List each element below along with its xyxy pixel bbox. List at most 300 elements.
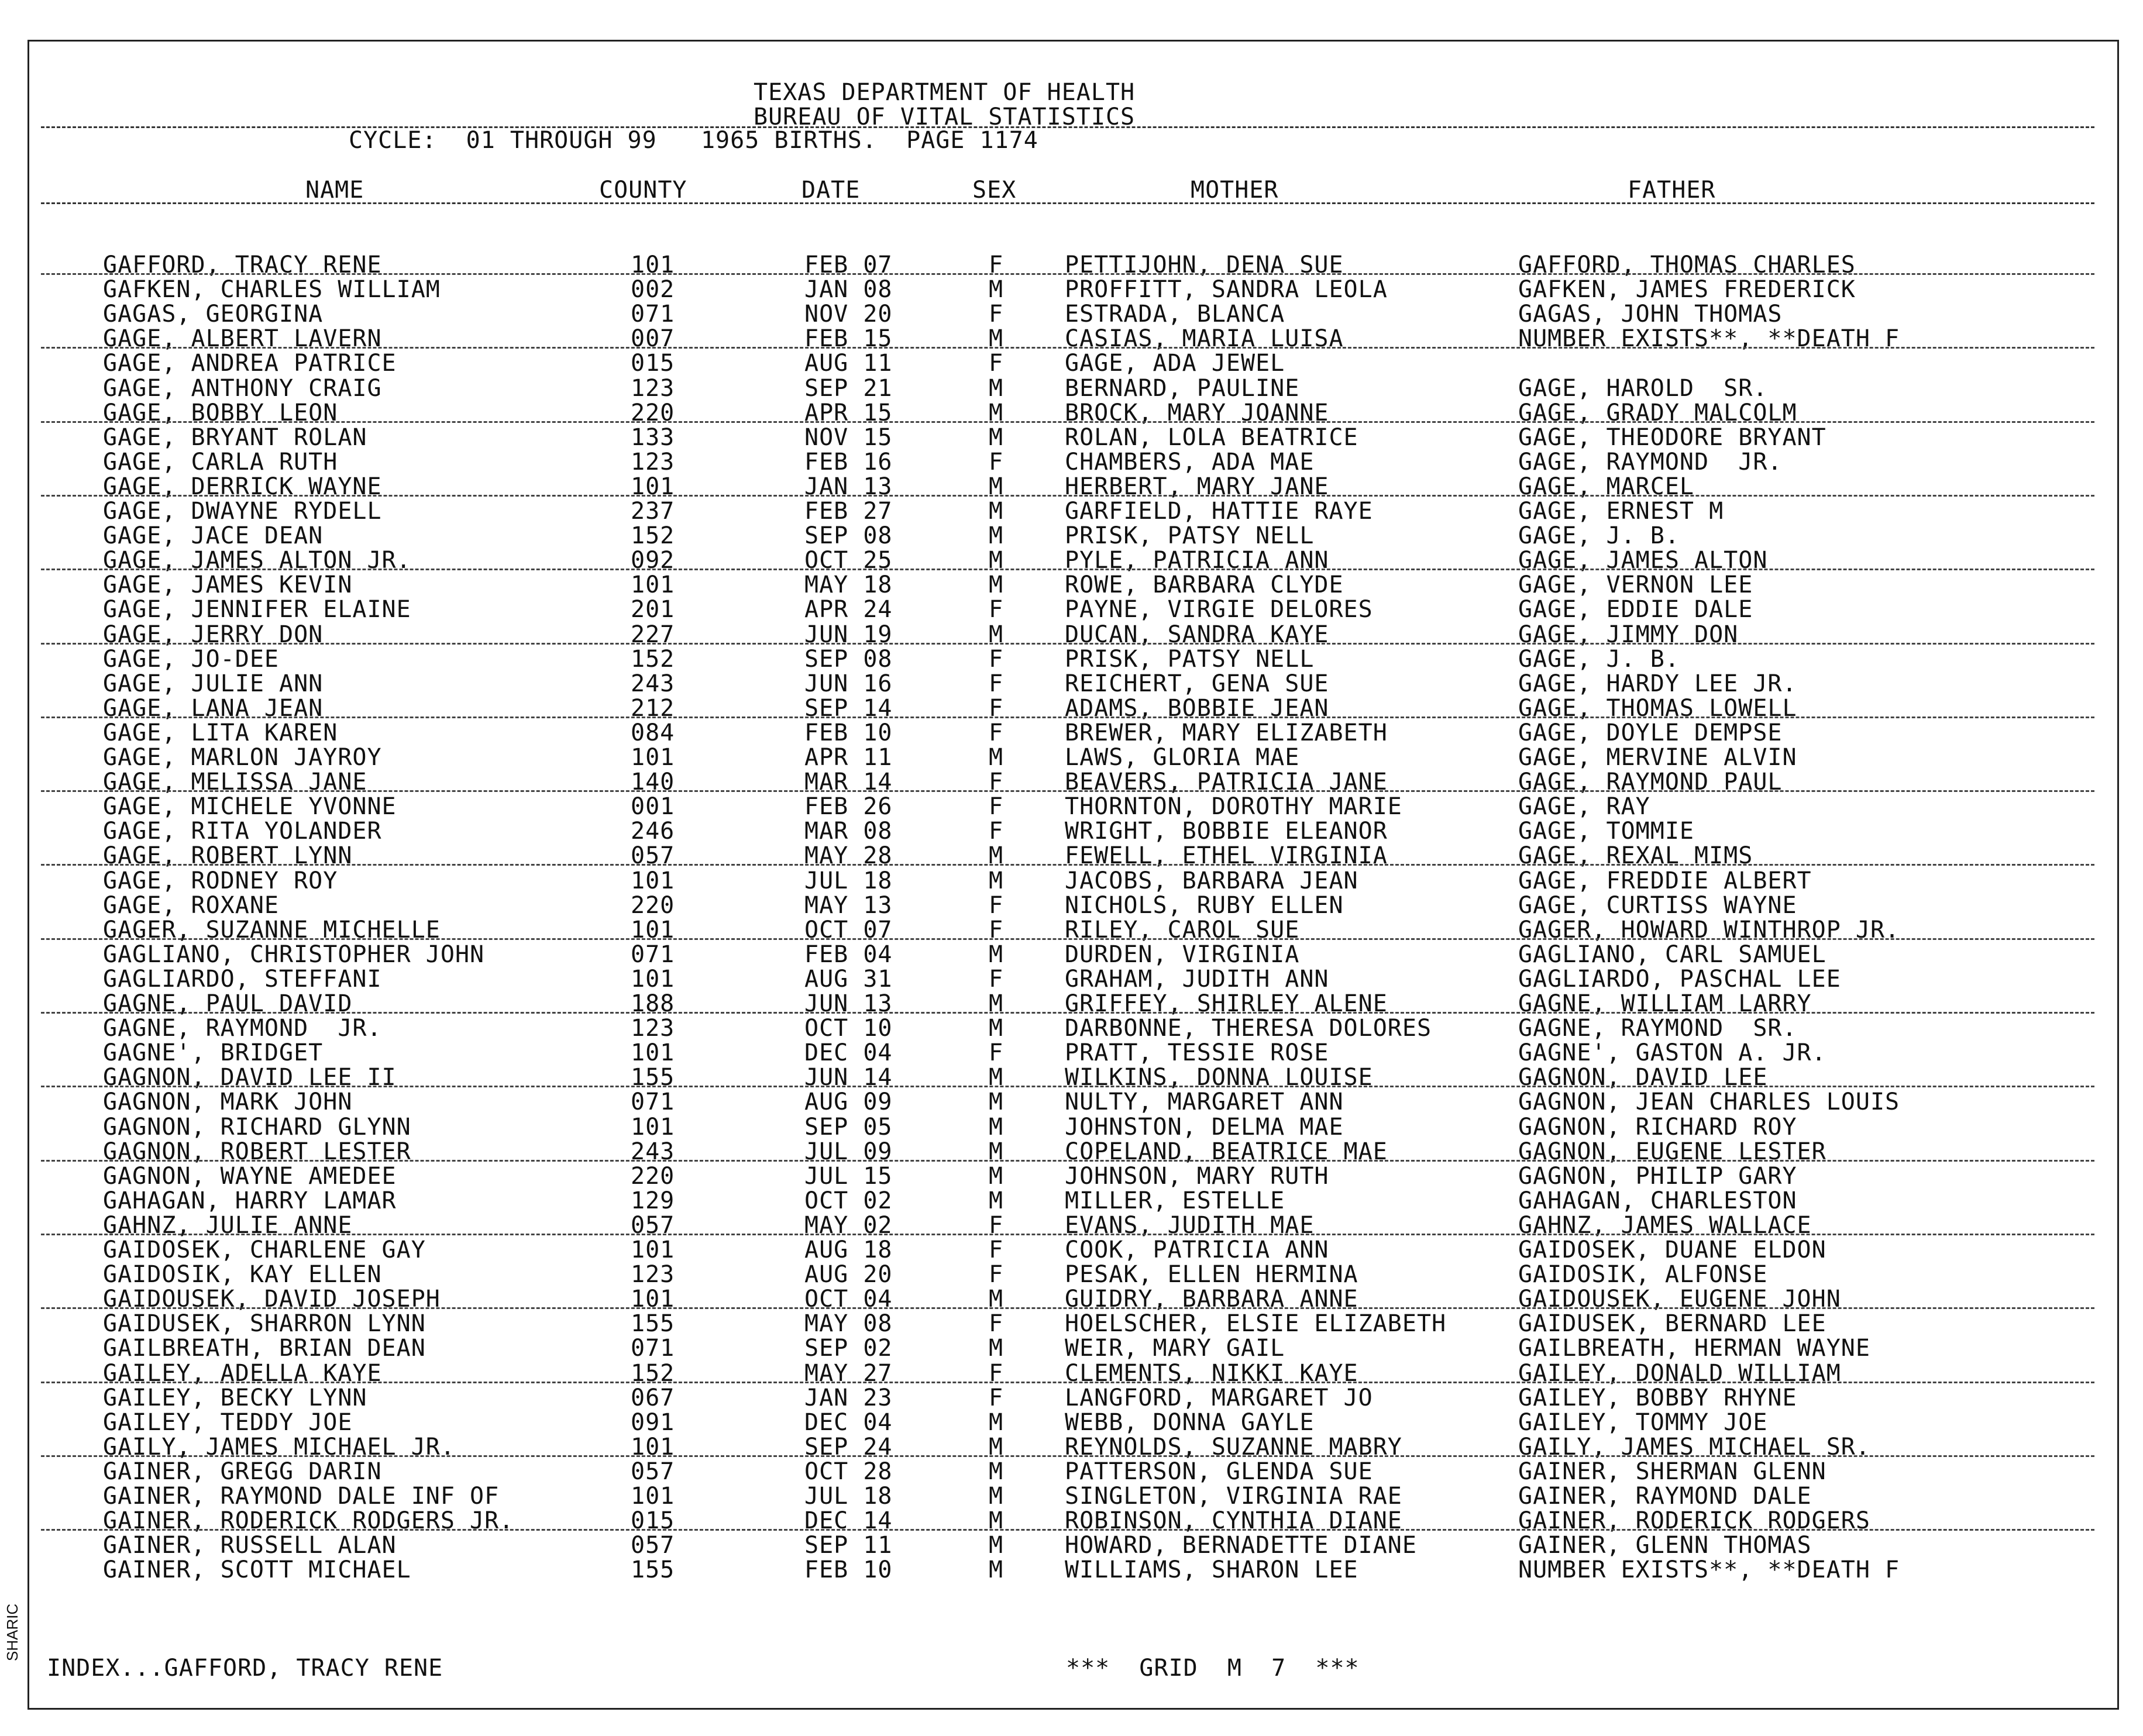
record-mother: WILLIAMS, SHARON LEE (1065, 1556, 1358, 1584)
record-date: MAY 13 (804, 891, 893, 919)
table-row (0, 374, 2143, 402)
table-row (0, 352, 2143, 376)
record-father: GAGNON, JEAN CHARLES LOUIS (1518, 1089, 1900, 1116)
record-mother: JOHNSON, MARY RUTH (1065, 1162, 1329, 1190)
table-row (0, 623, 2143, 647)
record-mother: BEAVERS, PATRICIA JANE (1065, 769, 1388, 796)
record-mother: PATTERSON, GLENDA SUE (1065, 1458, 1373, 1485)
record-name: GAGE, RITA YOLANDER (103, 818, 382, 845)
record-father: GAINER, RAYMOND DALE (1518, 1483, 1812, 1510)
record-county: 001 (631, 793, 675, 821)
record-mother: PAYNE, VIRGIE DELORES (1065, 596, 1373, 624)
record-county: 101 (631, 1039, 675, 1067)
record-sex: M (989, 1113, 1004, 1141)
record-sex: M (989, 1408, 1004, 1436)
table-row (0, 943, 2143, 967)
footer-grid: *** GRID M 7 *** (1066, 1655, 1360, 1682)
row-divider (41, 717, 2094, 718)
row-divider (41, 864, 2094, 866)
record-father: GAILEY, BOBBY RHYNE (1518, 1384, 1797, 1411)
record-name: GAGLIANO, CHRISTOPHER JOHN (103, 941, 485, 968)
record-name: GAGE, RODNEY ROY (103, 867, 338, 894)
table-row (0, 1359, 2143, 1387)
record-father: NUMBER EXISTS**, **DEATH F (1518, 1556, 1900, 1584)
record-county: 101 (631, 1433, 675, 1461)
record-sex: M (989, 842, 1004, 870)
record-mother: MILLER, ESTELLE (1065, 1187, 1285, 1214)
header-bureau: BUREAU OF VITAL STATISTICS (754, 104, 1136, 130)
record-name: GAGE, ALBERT LAVERN (103, 325, 382, 353)
record-sex: M (989, 1162, 1004, 1190)
table-row (0, 1189, 2143, 1214)
record-name: GAGE, ANDREA PATRICE (103, 350, 397, 377)
record-name: GAINER, RODERICK RODGERS JR. (103, 1507, 514, 1535)
table-row (0, 844, 2143, 869)
row-divider (41, 1086, 2094, 1087)
record-name: GAGE, ANTHONY CRAIG (103, 374, 382, 402)
table-row (0, 721, 2143, 746)
record-county: 057 (631, 842, 675, 870)
record-county: 123 (631, 448, 675, 476)
record-father: GAGE, TOMMIE (1518, 818, 1694, 845)
record-father: GAGNE, WILLIAM LARRY (1518, 990, 1812, 1017)
record-date: JUN 13 (804, 990, 893, 1017)
record-father: GAGNE, RAYMOND SR. (1518, 1015, 1797, 1042)
record-county: 220 (631, 891, 675, 919)
record-county: 071 (631, 301, 675, 328)
record-name: GAGNON, MARK JOHN (103, 1089, 353, 1116)
record-name: GAGE, JERRY DON (103, 621, 324, 648)
record-county: 007 (631, 325, 675, 353)
record-county: 140 (631, 769, 675, 796)
record-date: FEB 16 (804, 448, 893, 476)
record-mother: BERNARD, PAULINE (1065, 374, 1300, 402)
record-name: GAFFORD, TRACY RENE (103, 252, 382, 278)
table-row (0, 549, 2143, 573)
record-sex: M (989, 399, 1004, 426)
record-name: GAGE, MELISSA JANE (103, 769, 367, 796)
record-father: GAINER, RODERICK RODGERS (1518, 1507, 1870, 1535)
record-father: GAIDOSEK, DUANE ELDON (1518, 1236, 1826, 1263)
record-county: 067 (631, 1384, 675, 1411)
table-row (0, 1408, 2143, 1436)
record-father: GAGE, RAYMOND PAUL (1518, 769, 1783, 796)
row-divider (41, 347, 2094, 349)
record-date: AUG 09 (804, 1089, 893, 1116)
record-father: GAGE, JAMES ALTON (1518, 547, 1768, 574)
record-mother: JOHNSTON, DELMA MAE (1065, 1113, 1344, 1141)
record-father: GAHAGAN, CHARLESTON (1518, 1187, 1797, 1214)
table-row (0, 795, 2143, 819)
record-date: AUG 20 (804, 1261, 893, 1289)
record-date: JUN 19 (804, 621, 893, 648)
record-mother: HOWARD, BERNADETTE DIANE (1065, 1532, 1417, 1559)
table-row (0, 1017, 2143, 1041)
table-row (0, 647, 2143, 672)
record-name: GAINER, SCOTT MICHAEL (103, 1556, 411, 1584)
record-name: GAGER, SUZANNE MICHELLE (103, 916, 441, 943)
record-date: MAY 18 (804, 571, 893, 599)
column-header-mother: MOTHER (1191, 177, 1279, 204)
record-county: 071 (631, 1335, 675, 1362)
table-row (0, 1460, 2143, 1484)
record-date: SEP 02 (804, 1335, 893, 1362)
record-father: GAGE, CURTISS WAYNE (1518, 891, 1797, 919)
record-county: 057 (631, 1532, 675, 1559)
table-row (0, 1211, 2143, 1239)
table-row (0, 1090, 2143, 1115)
record-sex: M (989, 374, 1004, 402)
table-row (0, 1484, 2143, 1509)
record-date: OCT 02 (804, 1187, 893, 1214)
record-date: FEB 10 (804, 719, 893, 746)
record-mother: PROFFITT, SANDRA LEOLA (1065, 276, 1388, 304)
record-father: NUMBER EXISTS**, **DEATH F (1518, 325, 1900, 353)
record-sex: M (989, 1286, 1004, 1313)
record-date: MAY 27 (804, 1359, 893, 1387)
record-sex: F (989, 1211, 1004, 1239)
record-county: 246 (631, 818, 675, 845)
record-date: JAN 23 (804, 1384, 893, 1411)
table-row (0, 891, 2143, 919)
table-row (0, 327, 2143, 352)
table-row (0, 1140, 2143, 1165)
record-mother: ROLAN, LOLA BEATRICE (1065, 423, 1358, 451)
row-divider (41, 790, 2094, 792)
record-county: 101 (631, 1286, 675, 1313)
record-date: MAY 02 (804, 1211, 893, 1239)
record-mother: PRISK, PATSY NELL (1065, 645, 1315, 673)
record-mother: JACOBS, BARBARA JEAN (1065, 867, 1358, 894)
record-sex: F (989, 1236, 1004, 1263)
record-date: MAR 08 (804, 818, 893, 845)
record-sex: M (989, 1556, 1004, 1584)
record-mother: ESTRADA, BLANCA (1065, 301, 1285, 328)
record-name: GAGE, JULIE ANN (103, 670, 324, 697)
record-name: GAGE, MARLON JAYROY (103, 744, 382, 771)
record-sex: M (989, 1089, 1004, 1116)
record-date: FEB 07 (804, 252, 893, 278)
record-mother: GRAHAM, JUDITH ANN (1065, 965, 1329, 993)
record-sex: M (989, 276, 1004, 304)
record-mother: ADAMS, BOBBIE JEAN (1065, 694, 1329, 722)
record-county: 123 (631, 1261, 675, 1289)
record-county: 101 (631, 744, 675, 771)
row-divider (41, 1012, 2094, 1014)
record-date: JAN 13 (804, 473, 893, 500)
table-row (0, 1287, 2143, 1312)
record-date: JUN 16 (804, 670, 893, 697)
record-sex: F (989, 719, 1004, 746)
record-county: 084 (631, 719, 675, 746)
record-mother: LAWS, GLORIA MAE (1065, 744, 1300, 771)
record-mother: DURDEN, VIRGINIA (1065, 941, 1300, 968)
record-name: GAGE, DERRICK WAYNE (103, 473, 382, 500)
record-father: GAGE, EDDIE DALE (1518, 596, 1753, 624)
record-father: GAHNZ, JAMES WALLACE (1518, 1211, 1812, 1239)
record-county: 057 (631, 1458, 675, 1485)
record-mother: CLEMENTS, NIKKI KAYE (1065, 1359, 1358, 1387)
record-mother: FEWELL, ETHEL VIRGINIA (1065, 842, 1388, 870)
table-row (0, 1115, 2143, 1140)
record-father: GAGNON, RICHARD ROY (1518, 1113, 1797, 1141)
record-date: SEP 24 (804, 1433, 893, 1461)
column-header-date: DATE (802, 177, 861, 204)
row-divider (41, 273, 2094, 275)
record-name: GAGAS, GEORGINA (103, 301, 324, 328)
row-divider (41, 421, 2094, 423)
record-county: 129 (631, 1187, 675, 1214)
record-name: GAILEY, BECKY LYNN (103, 1384, 367, 1411)
record-name: GAILY, JAMES MICHAEL JR. (103, 1433, 455, 1461)
record-father: GAIDOSIK, ALFONSE (1518, 1261, 1768, 1289)
record-mother: COPELAND, BEATRICE MAE (1065, 1138, 1388, 1165)
record-name: GAGE, CARLA RUTH (103, 448, 338, 476)
table-row (0, 1162, 2143, 1190)
record-sex: F (989, 769, 1004, 796)
record-father: GAFFORD, THOMAS CHARLES (1518, 252, 1856, 278)
record-date: AUG 31 (804, 965, 893, 993)
record-date: FEB 27 (804, 498, 893, 525)
record-father: GAILY, JAMES MICHAEL SR. (1518, 1433, 1870, 1461)
record-father: GAGE, J. B. (1518, 645, 1680, 673)
record-father: GAILBREATH, HERMAN WAYNE (1518, 1335, 1870, 1362)
record-father: GAINER, SHERMAN GLENN (1518, 1458, 1826, 1485)
column-header-divider (41, 202, 2094, 204)
record-mother: ROWE, BARBARA CLYDE (1065, 571, 1344, 599)
row-divider (41, 643, 2094, 645)
record-date: SEP 11 (804, 1532, 893, 1559)
record-county: 152 (631, 645, 675, 673)
record-county: 101 (631, 867, 675, 894)
table-row (0, 1558, 2143, 1583)
record-sex: M (989, 1458, 1004, 1485)
table-row (0, 423, 2143, 451)
record-mother: PRATT, TESSIE ROSE (1065, 1039, 1329, 1067)
table-row (0, 1066, 2143, 1090)
record-mother: ROBINSON, CYNTHIA DIANE (1065, 1507, 1402, 1535)
table-row (0, 967, 2143, 992)
record-date: MAR 14 (804, 769, 893, 796)
record-mother: RILEY, CAROL SUE (1065, 916, 1300, 943)
record-name: GAILBREATH, BRIAN DEAN (103, 1335, 426, 1362)
record-father: GAGE, JIMMY DON (1518, 621, 1739, 648)
record-mother: REYNOLDS, SUZANNE MABRY (1065, 1433, 1402, 1461)
record-mother: WEBB, DONNA GAYLE (1065, 1408, 1315, 1436)
record-sex: M (989, 1433, 1004, 1461)
column-header-county: COUNTY (599, 177, 687, 204)
record-sex: F (989, 916, 1004, 943)
record-name: GAGE, ROXANE (103, 891, 279, 919)
record-date: SEP 14 (804, 694, 893, 722)
table-row (0, 450, 2143, 475)
record-county: 155 (631, 1556, 675, 1584)
record-county: 201 (631, 596, 675, 624)
record-date: AUG 11 (804, 350, 893, 377)
record-date: FEB 10 (804, 1556, 893, 1584)
record-father: GAGE, RAYMOND JR. (1518, 448, 1783, 476)
record-father: GAGE, RAY (1518, 793, 1650, 821)
record-mother: WRIGHT, BOBBIE ELEANOR (1065, 818, 1388, 845)
record-sex: M (989, 1507, 1004, 1535)
record-date: JAN 08 (804, 276, 893, 304)
record-mother: NICHOLS, RUBY ELLEN (1065, 891, 1344, 919)
record-sex: M (989, 547, 1004, 574)
record-county: 152 (631, 1359, 675, 1387)
record-name: GAGE, MICHELE YVONNE (103, 793, 397, 821)
record-sex: F (989, 1261, 1004, 1289)
record-name: GAGNON, DAVID LEE II (103, 1064, 397, 1091)
record-county: 237 (631, 498, 675, 525)
record-sex: F (989, 350, 1004, 377)
record-father: GAGNE', GASTON A. JR. (1518, 1039, 1826, 1067)
record-county: 071 (631, 1089, 675, 1116)
record-date: NOV 20 (804, 301, 893, 328)
record-name: GAIDOUSEK, DAVID JOSEPH (103, 1286, 441, 1313)
table-row (0, 770, 2143, 795)
record-sex: M (989, 990, 1004, 1017)
header-cycle: CYCLE: 01 THROUGH 99 1965 BIRTHS. PAGE 1174 (349, 127, 1038, 154)
record-county: 123 (631, 1015, 675, 1042)
table-row (0, 401, 2143, 426)
record-date: OCT 04 (804, 1286, 893, 1313)
record-name: GAGLIARDO, STEFFANI (103, 965, 382, 993)
record-mother: BROCK, MARY JOANNE (1065, 399, 1329, 426)
record-date: DEC 04 (804, 1039, 893, 1067)
record-sex: M (989, 867, 1004, 894)
row-divider (41, 1234, 2094, 1235)
record-date: APR 15 (804, 399, 893, 426)
record-mother: COOK, PATRICIA ANN (1065, 1236, 1329, 1263)
record-date: JUN 14 (804, 1064, 893, 1091)
table-row (0, 672, 2143, 697)
record-date: FEB 26 (804, 793, 893, 821)
header-department: TEXAS DEPARTMENT OF HEALTH (754, 79, 1136, 106)
table-row (0, 573, 2143, 598)
record-date: SEP 08 (804, 522, 893, 550)
record-sex: M (989, 1335, 1004, 1362)
record-name: GAGE, LANA JEAN (103, 694, 324, 722)
record-father: GAILEY, TOMMY JOE (1518, 1408, 1768, 1436)
column-header-father: FATHER (1628, 177, 1716, 204)
record-county: 220 (631, 399, 675, 426)
record-sex: F (989, 793, 1004, 821)
record-sex: F (989, 596, 1004, 624)
table-row (0, 598, 2143, 622)
record-name: GAGE, BRYANT ROLAN (103, 423, 367, 451)
record-name: GAINER, GREGG DARIN (103, 1458, 382, 1485)
record-county: 152 (631, 522, 675, 550)
record-mother: REICHERT, GENA SUE (1065, 670, 1329, 697)
record-county: 155 (631, 1064, 675, 1091)
record-name: GAGE, BOBBY LEON (103, 399, 338, 426)
record-father: GAGE, J. B. (1518, 522, 1680, 550)
record-sex: M (989, 423, 1004, 451)
record-father: GAGE, GRADY MALCOLM (1518, 399, 1797, 426)
record-sex: F (989, 818, 1004, 845)
record-name: GAHNZ, JULIE ANNE (103, 1211, 353, 1239)
record-mother: LANGFORD, MARGARET JO (1065, 1384, 1373, 1411)
record-name: GAGE, JO-DEE (103, 645, 279, 673)
record-name: GAGE, ROBERT LYNN (103, 842, 353, 870)
record-county: 091 (631, 1408, 675, 1436)
record-father: GAGE, VERNON LEE (1518, 571, 1753, 599)
table-row (0, 278, 2143, 302)
table-row (0, 475, 2143, 500)
record-date: SEP 08 (804, 645, 893, 673)
record-county: 133 (631, 423, 675, 451)
record-father: GAGNON, DAVID LEE (1518, 1064, 1768, 1091)
table-row (0, 1435, 2143, 1460)
record-mother: CHAMBERS, ADA MAE (1065, 448, 1315, 476)
record-county: 155 (631, 1310, 675, 1338)
record-sex: F (989, 670, 1004, 697)
margin-tag: SHARIC (4, 1603, 21, 1661)
record-name: GAGNE', BRIDGET (103, 1039, 324, 1067)
record-name: GAGNE, RAYMOND JR. (103, 1015, 382, 1042)
record-date: OCT 10 (804, 1015, 893, 1042)
table-row (0, 1386, 2143, 1411)
record-date: MAY 28 (804, 842, 893, 870)
record-mother: GUIDRY, BARBARA ANNE (1065, 1286, 1358, 1313)
record-date: DEC 14 (804, 1507, 893, 1535)
record-father: GAGE, ERNEST M (1518, 498, 1724, 525)
record-date: OCT 28 (804, 1458, 893, 1485)
row-divider (41, 1307, 2094, 1309)
record-sex: M (989, 1015, 1004, 1042)
record-sex: M (989, 621, 1004, 648)
row-divider (41, 1382, 2094, 1383)
record-mother: GARFIELD, HATTIE RAYE (1065, 498, 1373, 525)
record-date: JUL 09 (804, 1138, 893, 1165)
record-mother: PETTIJOHN, DENA SUE (1065, 252, 1344, 278)
record-name: GAGNON, RICHARD GLYNN (103, 1113, 411, 1141)
record-mother: CASIAS, MARIA LUISA (1065, 325, 1344, 353)
row-divider (41, 1455, 2094, 1457)
record-sex: M (989, 1064, 1004, 1091)
record-name: GAHAGAN, HARRY LAMAR (103, 1187, 397, 1214)
record-mother: PRISK, PATSY NELL (1065, 522, 1315, 550)
table-row (0, 1534, 2143, 1558)
record-mother: GRIFFEY, SHIRLEY ALENE (1065, 990, 1388, 1017)
record-father: GAGER, HOWARD WINTHROP JR. (1518, 916, 1900, 943)
record-sex: F (989, 694, 1004, 722)
record-county: 101 (631, 916, 675, 943)
table-row (0, 992, 2143, 1017)
record-name: GAGE, JENNIFER ELAINE (103, 596, 411, 624)
record-county: 123 (631, 374, 675, 402)
record-name: GAIDUSEK, SHARRON LYNN (103, 1310, 426, 1338)
record-county: 101 (631, 1483, 675, 1510)
record-sex: M (989, 1532, 1004, 1559)
column-header-sex: SEX (972, 177, 1017, 204)
record-date: SEP 21 (804, 374, 893, 402)
record-date: APR 11 (804, 744, 893, 771)
record-name: GAGE, DWAYNE RYDELL (103, 498, 382, 525)
record-father: GAGLIANO, CARL SAMUEL (1518, 941, 1826, 968)
column-header-name: NAME (305, 177, 364, 204)
footer-index: INDEX...GAFFORD, TRACY RENE (47, 1655, 443, 1682)
record-date: OCT 25 (804, 547, 893, 574)
table-row (0, 302, 2143, 327)
table-row (0, 1312, 2143, 1337)
record-mother: SINGLETON, VIRGINIA RAE (1065, 1483, 1402, 1510)
record-county: 243 (631, 670, 675, 697)
row-divider (41, 938, 2094, 940)
record-father: GAGE, DOYLE DEMPSE (1518, 719, 1783, 746)
record-sex: M (989, 325, 1004, 353)
record-date: FEB 15 (804, 325, 893, 353)
